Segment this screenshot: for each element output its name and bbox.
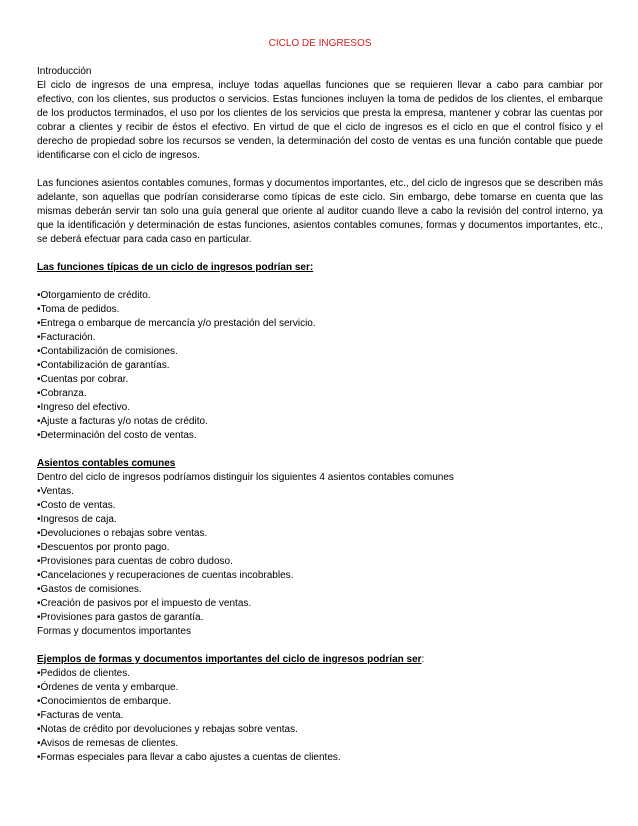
formas-subtitle: Formas y documentos importantes: [37, 626, 191, 637]
list-item: •Contabilización de garantías.: [37, 360, 170, 371]
ejemplos-heading-colon: :: [421, 654, 425, 665]
list-item: •Creación de pasivos por el impuesto de ventas.: [37, 598, 252, 609]
intro-heading: Introducción: [37, 66, 92, 77]
funciones-heading: Las funciones típicas de un ciclo de ingresos podrían ser:: [37, 262, 314, 273]
list-item: •Provisiones para gastos de garantía.: [37, 612, 204, 623]
list-item: •Avisos de remesas de clientes.: [37, 738, 179, 749]
list-item: •Ajuste a facturas y/o notas de crédito.: [37, 416, 208, 427]
ejemplos-list: [37, 667, 603, 765]
funciones-list: [37, 289, 603, 443]
scope-paragraph: Las funciones asientos contables comunes, formas y documentos importantes, etc., del ciclo de ingresos que se describen más adelante, son aquellas que podrían considerarse como típicas de este ciclo. Sin embargo, debe tomarse en cuenta que las mismas deberán servir tan solo una guía general que oriente al auditor cuando lleve a cabo la revisión del control interno, ya que la identificación y determinación de estas funciones, asientos contables comunes, formas y documentos importantes, etc., se deberá efectuar para cada caso en particular.: [37, 178, 603, 245]
list-item: •Cuentas por cobrar.: [37, 374, 129, 385]
document-page: [37, 37, 603, 765]
list-item: •Descuentos por pronto pago.: [37, 542, 170, 553]
ejemplos-heading: [37, 653, 603, 667]
asientos-intro: Dentro del ciclo de ingresos podríamos distinguir los siguientes 4 asientos contables comunes: [37, 472, 454, 483]
list-item: •Contabilización de comisiones.: [37, 346, 178, 357]
list-item: •Ingresos de caja.: [37, 514, 117, 525]
intro-paragraph: El ciclo de ingresos de una empresa, incluye todas aquellas funciones que se requieren llevar a cabo para cambiar por efectivo, con los clientes, sus productos o servicios. Estas funciones incluyen la toma de pedidos de los clientes, el embarque de los productos terminados, el uso por los clientes de los servicios que presta la empresa, mantener y cobrar las cuentas por cobrar a clientes y recibir de éstos el efectivo. En virtud de que el ciclo de ingresos es el ciclo en que el control físico y el derecho de propiedad sobre los recursos se venden, la determinación del costo de ventas es una función contable que puede identificarse con el ciclo de ingresos.: [37, 80, 603, 161]
list-item: •Toma de pedidos.: [37, 304, 120, 315]
list-item: •Formas especiales para llevar a cabo ajustes a cuentas de clientes.: [37, 752, 341, 763]
list-item: •Devoluciones o rebajas sobre ventas.: [37, 528, 208, 539]
document-title: CICLO DE INGRESOS: [268, 38, 372, 49]
list-item: •Entrega o embarque de mercancía y/o prestación del servicio.: [37, 318, 316, 329]
list-item: •Cobranza.: [37, 388, 87, 399]
list-item: •Provisiones para cuentas de cobro dudoso.: [37, 556, 233, 567]
asientos-heading: Asientos contables comunes: [37, 458, 176, 469]
list-item: •Facturas de venta.: [37, 710, 124, 721]
list-item: •Pedidos de clientes.: [37, 668, 131, 679]
list-item: •Facturación.: [37, 332, 96, 343]
ejemplos-heading-text: Ejemplos de formas y documentos importantes del ciclo de ingresos podrían ser: [37, 654, 422, 665]
list-item: •Notas de crédito por devoluciones y rebajas sobre ventas.: [37, 724, 298, 735]
list-item: •Órdenes de venta y embarque.: [37, 682, 179, 693]
list-item: •Cancelaciones y recuperaciones de cuentas incobrables.: [37, 570, 294, 581]
asientos-list: [37, 485, 603, 625]
list-item: •Ingreso del efectivo.: [37, 402, 130, 413]
list-item: •Conocimientos de embarque.: [37, 696, 172, 707]
list-item: •Costo de ventas.: [37, 500, 116, 511]
list-item: •Determinación del costo de ventas.: [37, 430, 197, 441]
list-item: •Ventas.: [37, 486, 74, 497]
list-item: •Gastos de comisiones.: [37, 584, 142, 595]
list-item: •Otorgamiento de crédito.: [37, 290, 151, 301]
